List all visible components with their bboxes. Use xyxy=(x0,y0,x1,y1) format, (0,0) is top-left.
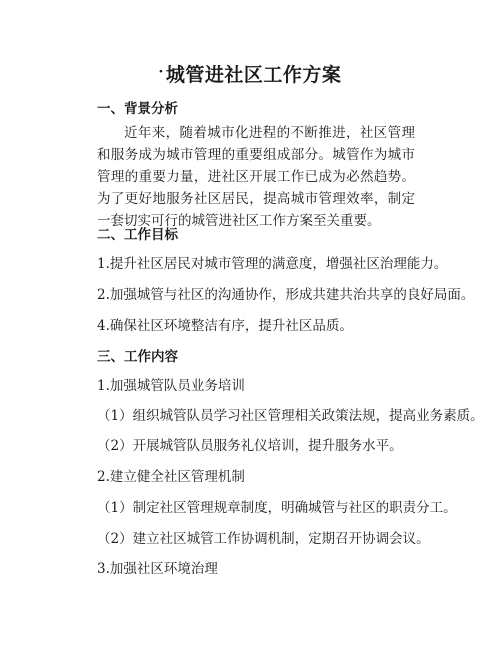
content-item: 3.加强社区环境治理 xyxy=(97,561,218,577)
content-item: 2.建立健全社区管理机制 xyxy=(97,469,245,485)
section-heading-content: 三、工作内容 xyxy=(97,349,178,365)
title-mark: · xyxy=(158,64,164,80)
content-subitem: （1）组织城管队员学习社区管理相关政策法规，提高业务素质。 xyxy=(97,408,484,424)
title-text: 城管进社区工作方案 xyxy=(165,64,342,86)
content-subitem: （2）开展城管队员服务礼仪培训，提升服务水平。 xyxy=(97,438,403,454)
goal-item: 2.加强城管与社区的沟通协作，形成共建共治共享的良好局面。 xyxy=(97,287,475,303)
section-heading-goals: 二、工作目标 xyxy=(97,227,178,243)
goal-item: 4.确保社区环境整洁有序，提升社区品质。 xyxy=(97,318,353,334)
background-paragraph: 近年来，随着城市化进程的不断推进，社区管理和服务成为城市管理的重要组成部分。城管作为城市管理的重要力量，进社区开展工作已成为必然趋势。为了更好地服务社区居民，提高城市管理效率，制定一套切实可行的城管进社区工作方案至关重要。 xyxy=(97,125,415,229)
content-subitem: （1）制定社区管理规章制度，明确城管与社区的职责分工。 xyxy=(97,500,457,516)
document-title xyxy=(0,60,500,87)
section-heading-background: 一、背景分析 xyxy=(97,101,178,117)
content-item: 1.加强城管队员业务培训 xyxy=(97,378,245,394)
content-subitem: （2）建立社区城管工作协调机制，定期召开协调会议。 xyxy=(97,531,430,547)
goal-item: 1.提升社区居民对城市管理的满意度，增强社区治理能力。 xyxy=(97,256,448,272)
